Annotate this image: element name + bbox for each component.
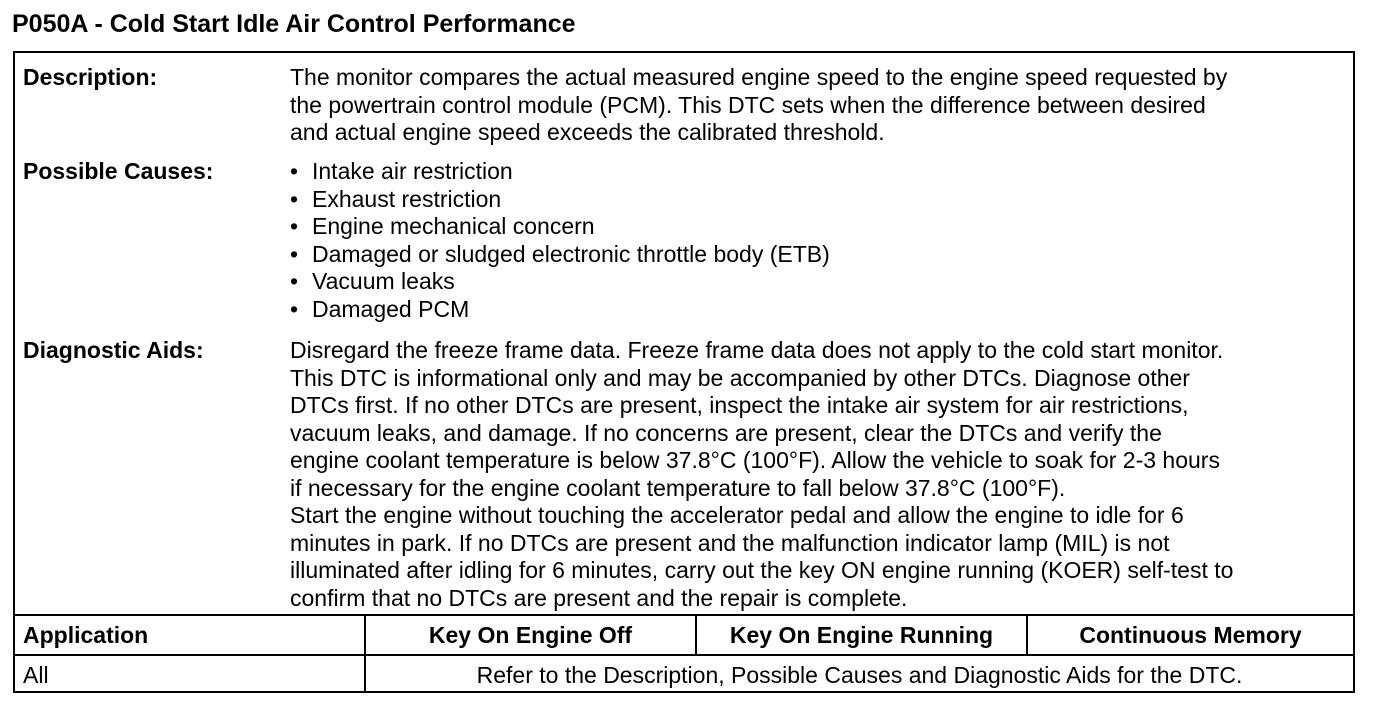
list-item <box>290 296 1352 324</box>
possible-causes-list <box>290 158 1352 323</box>
cause-text: Vacuum leaks <box>312 268 455 294</box>
description-label: Description: <box>23 64 158 90</box>
diagnostic-line: Disregard the freeze frame data. Freeze frame data does not apply to the cold start monitor. <box>290 337 1224 363</box>
diagnostic-aids-text <box>290 337 1352 612</box>
header-key-on-engine-off: Key On Engine Off <box>428 622 633 648</box>
cause-text: Exhaust restriction <box>312 185 502 212</box>
bullet-icon: • <box>290 295 299 322</box>
diagnostic-line: This DTC is informational only and may be accompanied by other DTCs. Diagnose other <box>290 364 1190 391</box>
diagnostic-line: confirm that no DTCs are present and the repair is complete. <box>290 584 908 611</box>
cause-text: Damaged PCM <box>312 295 470 322</box>
description-line: and actual engine speed exceeds the calibrated threshold. <box>290 119 885 145</box>
list-item <box>290 241 1352 269</box>
diagnostic-line: minutes in park. If no DTCs are present and the malfunction indicator lamp (MIL) is not <box>290 529 1170 556</box>
bullet-icon: • <box>290 268 299 294</box>
description-line: The monitor compares the actual measured engine speed to the engine speed requested by <box>290 64 1228 90</box>
diagnostic-line: Start the engine without touching the accelerator pedal and allow the engine to idle for 6 <box>290 502 1184 528</box>
bullet-icon: • <box>290 213 299 239</box>
description-line: the powertrain control module (PCM). This DTC sets when the difference between desired <box>290 91 1206 118</box>
cause-text: Damaged or sludged electronic throttle body (ETB) <box>312 240 830 267</box>
list-item <box>290 186 1352 214</box>
diagnostic-aids-label: Diagnostic Aids: <box>23 337 204 363</box>
cell-application: All <box>23 662 49 688</box>
cell-note: Refer to the Description, Possible Causes and Diagnostic Aids for the DTC. <box>476 662 1243 688</box>
diagnostic-line: if necessary for the engine coolant temperature to fall below 37.8°C (100°F). <box>290 474 1066 501</box>
header-continuous-memory: Continuous Memory <box>1079 622 1302 648</box>
list-item <box>290 158 1352 186</box>
list-item <box>290 213 1352 241</box>
cause-text: Engine mechanical concern <box>312 213 595 239</box>
bullet-icon: • <box>290 185 299 212</box>
diagnostic-line: vacuum leaks, and damage. If no concerns are present, clear the DTCs and verify the <box>290 419 1162 446</box>
list-item <box>290 268 1352 296</box>
diagnostic-line: illuminated after idling for 6 minutes, carry out the key ON engine running (KOER) self-test to <box>290 557 1234 583</box>
diagnostic-line: engine coolant temperature is below 37.8°C (100°F). Allow the vehicle to soak for 2-3 hours <box>290 447 1220 473</box>
dtc-info-table <box>13 51 1355 693</box>
header-key-on-engine-running: Key On Engine Running <box>729 622 994 648</box>
diagnostic-line: DTCs first. If no other DTCs are present, inspect the intake air system for air restrictions, <box>290 392 1189 418</box>
possible-causes-label: Possible Causes: <box>23 158 214 184</box>
description-text <box>290 64 1352 147</box>
cause-text: Intake air restriction <box>312 158 513 184</box>
page-title: P050A - Cold Start Idle Air Control Performance <box>12 10 576 38</box>
header-application: Application <box>23 622 149 648</box>
bullet-icon: • <box>290 240 299 267</box>
bullet-icon: • <box>290 158 299 184</box>
